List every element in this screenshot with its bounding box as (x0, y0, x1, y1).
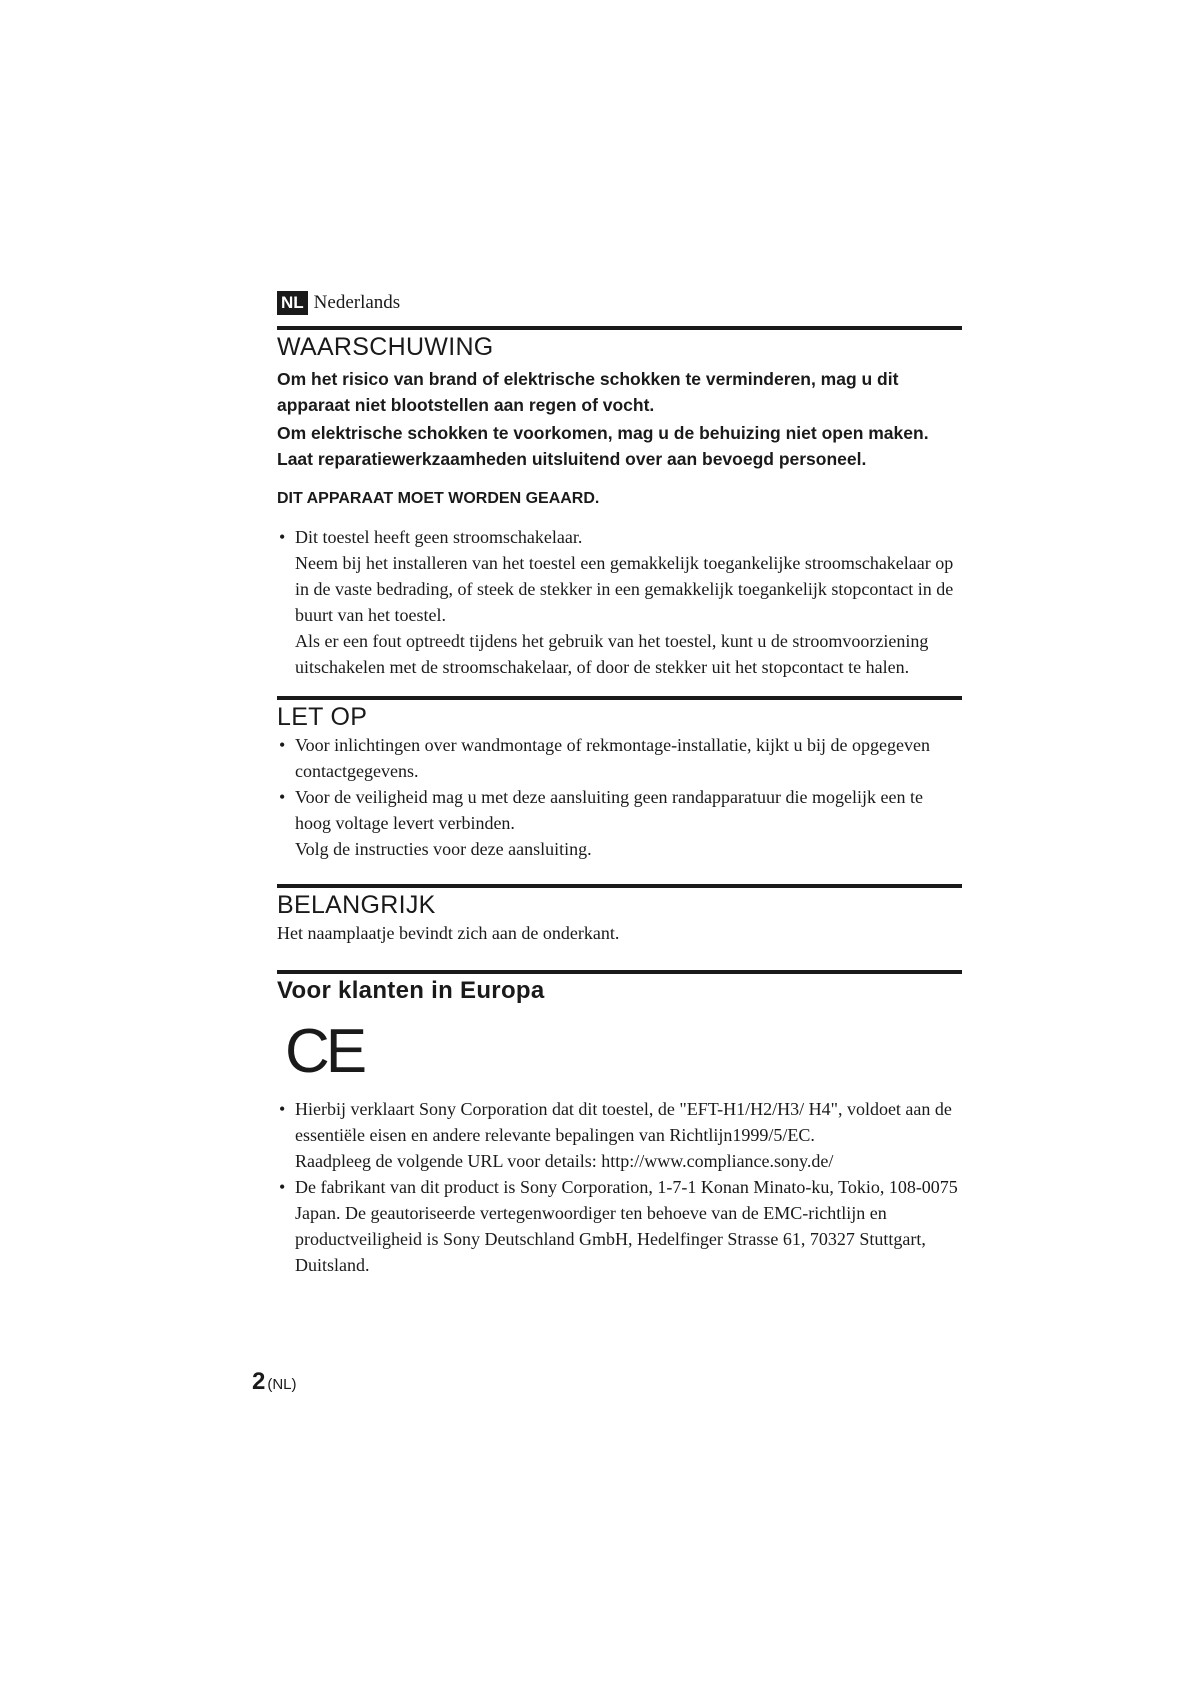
section-divider (277, 696, 962, 700)
bullet-text: • Dit toestel heeft geen stroomschakelaar. (295, 527, 583, 547)
list-item (277, 784, 962, 862)
important-text: Het naamplaatje bevindt zich aan de onderkant. (277, 923, 620, 943)
page-number (252, 1368, 297, 1396)
manual-page (277, 290, 962, 1278)
list-item (277, 524, 962, 680)
warning-paragraph: Om het risico van brand of elektrische schokken te verminderen, mag u dit apparaat niet blootstellen aan regen of vocht. (277, 369, 899, 415)
bullet-text: • Voor de veiligheid mag u met deze aansluiting geen randapparatuur die mogelijk een te hoog voltage levert verbinden. (295, 787, 923, 833)
bullet-text: Volg de instructies voor deze aansluiting. (295, 839, 592, 859)
bullet-text: Raadpleeg de volgende URL voor details: http://www.compliance.sony.de/ (295, 1151, 834, 1171)
caution-list (277, 732, 962, 862)
important-title: BELANGRIJK (277, 891, 436, 919)
language-badge: NL (277, 291, 308, 315)
grounding-notice: DIT APPARAAT MOET WORDEN GEAARD. (277, 490, 600, 507)
section-divider (277, 970, 962, 974)
bullet-text: Als er een fout optreedt tijdens het gebruik van het toestel, kunt u de stroomvoorziening uitschakelen met de stroomschakelaar, of door de stekker uit het stopcontact te halen. (295, 631, 929, 677)
section-divider (277, 884, 962, 888)
list-item: • De fabrikant van dit product is Sony Corporation, 1-7-1 Konan Minato-ku, Tokio, 108-0075 Japan. De geautoriseerde vertegenwoordiger ten behoeve van de EMC-richtlijn en productveiligheid is Sony Deutschland GmbH, Hedelfinger Strasse 61, 70327 Stuttgart, Duitsland. (277, 1174, 962, 1278)
warning-list (277, 524, 962, 680)
page-number-suffix: (NL) (267, 1376, 297, 1393)
warning-paragraph: Om elektrische schokken te voorkomen, mag u de behuizing niet open maken. Laat reparatiewerkzaamheden uitsluitend over aan bevoegd personeel. (277, 423, 929, 469)
language-name: Nederlands (313, 292, 401, 313)
list-item (277, 1096, 962, 1174)
list-item: • Voor inlichtingen over wandmontage of rekmontage-installatie, kijkt u bij de opgegeven contactgegevens. (277, 732, 962, 784)
europe-title: Voor klanten in Europa (277, 977, 545, 1004)
warning-title: WAARSCHUWING (277, 333, 494, 361)
caution-title: LET OP (277, 703, 368, 731)
bullet-text: Neem bij het installeren van het toestel een gemakkelijk toegankelijke stroomschakelaar op in de vaste bedrading, of steek de stekker in een gemakkelijk toegankelijk stopcontact in de buurt van het toestel. (295, 553, 954, 625)
europe-list (277, 1096, 962, 1278)
language-header (277, 290, 962, 316)
page-number-value: 2 (252, 1368, 266, 1395)
bullet-text: • Hierbij verklaart Sony Corporation dat dit toestel, de "EFT-H1/H2/H3/ H4", voldoet aan de essentiële eisen en andere relevante bepalingen van Richtlijn1999/5/EC. (295, 1099, 952, 1145)
ce-mark-icon: CE (285, 1017, 364, 1086)
section-divider (277, 326, 962, 330)
